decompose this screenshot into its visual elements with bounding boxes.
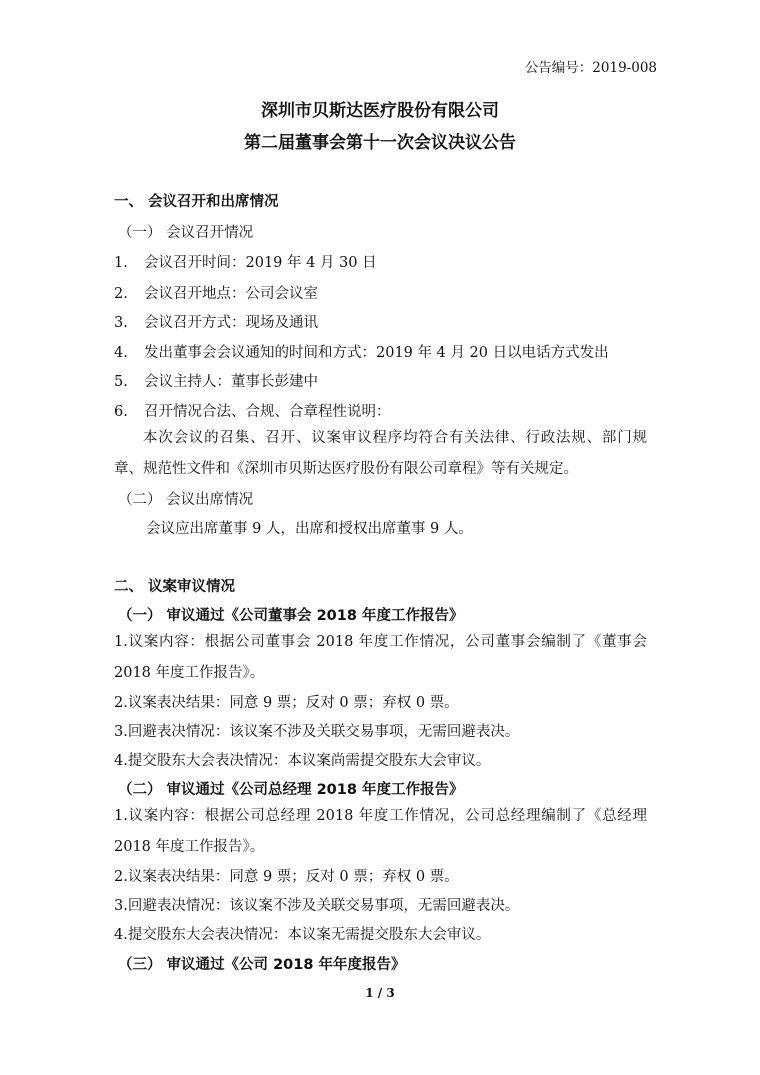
motion-1-vote: 2.议案表决结果：同意 9 票；反对 0 票；弃权 0 票。 (114, 695, 459, 711)
section-2-heading: 二、 议案审议情况 (114, 579, 236, 595)
legal-compliance-paragraph: 本次会议的召集、召开、议案审议程序均符合有关法律、行政法规、部门规章、规范性文件和《深圳市贝斯达医疗股份有限公司章程》等有关规定。 (114, 430, 647, 477)
motion-1-submission: 4.提交股东大会表决情况：本议案尚需提交股东大会审议。 (114, 753, 491, 769)
page-number: 1 / 3 (365, 986, 395, 1000)
motion-2-content: 1.议案内容：根据公司总经理 2018 年度工作情况，公司总经理编制了《总经理 2018 年度工作报告》。 (114, 808, 647, 855)
item-number: 6. (114, 404, 128, 420)
item-text: 发出董事会会议通知的时间和方式：2019 年 4 月 20 日以电话方式发出 (144, 345, 609, 361)
attendance-text: 会议应出席董事 9 人，出席和授权出席董事 9 人。 (146, 521, 473, 537)
announcement-title: 第二届董事会第十一次会议决议公告 (244, 133, 516, 153)
motion-1-content: 1.议案内容：根据公司董事会 2018 年度工作情况，公司董事会编制了《董事会 2018 年度工作报告》。 (114, 634, 647, 681)
motion-3-heading: （三） 审议通过《公司 2018 年年度报告》 (118, 957, 406, 973)
motion-2-avoidance: 3.回避表决情况：该议案不涉及关联交易事项，无需回避表决。 (114, 898, 520, 914)
meeting-item-5 (114, 370, 318, 391)
item-number: 4. (114, 345, 128, 361)
motion-1-avoidance: 3.回避表决情况：该议案不涉及关联交易事项，无需回避表决。 (114, 724, 520, 740)
subsection-1-heading: （一） 会议召开情况 (118, 225, 254, 241)
meeting-item-2 (114, 282, 318, 303)
section-1-heading: 一、 会议召开和出席情况 (114, 194, 279, 210)
item-number: 1. (114, 255, 128, 271)
motion-2-heading: （二） 审议通过《公司总经理 2018 年度工作报告》 (118, 782, 464, 798)
meeting-item-6 (114, 400, 391, 421)
meeting-item-1 (114, 251, 377, 272)
item-number: 2. (114, 286, 128, 302)
motion-2-vote: 2.议案表决结果：同意 9 票；反对 0 票；弃权 0 票。 (114, 869, 459, 885)
meeting-item-3 (114, 311, 318, 332)
meeting-item-4 (114, 341, 609, 362)
item-text: 会议召开地点：公司会议室 (144, 286, 318, 302)
item-text: 会议召开方式：现场及通讯 (144, 315, 318, 331)
item-text: 召开情况合法、合规、合章程性说明： (144, 404, 391, 420)
item-text: 会议主持人：董事长彭建中 (144, 374, 318, 390)
item-text: 会议召开时间：2019 年 4 月 30 日 (144, 255, 377, 271)
subsection-2-heading: （二） 会议出席情况 (118, 492, 254, 508)
company-title: 深圳市贝斯达医疗股份有限公司 (261, 101, 499, 121)
motion-2-submission: 4.提交股东大会表决情况：本议案无需提交股东大会审议。 (114, 927, 491, 943)
item-number: 5. (114, 374, 128, 390)
item-number: 3. (114, 315, 128, 331)
announcement-number: 公告编号：2019-008 (524, 60, 657, 76)
motion-1-heading: （一） 审议通过《公司董事会 2018 年度工作报告》 (118, 608, 464, 624)
